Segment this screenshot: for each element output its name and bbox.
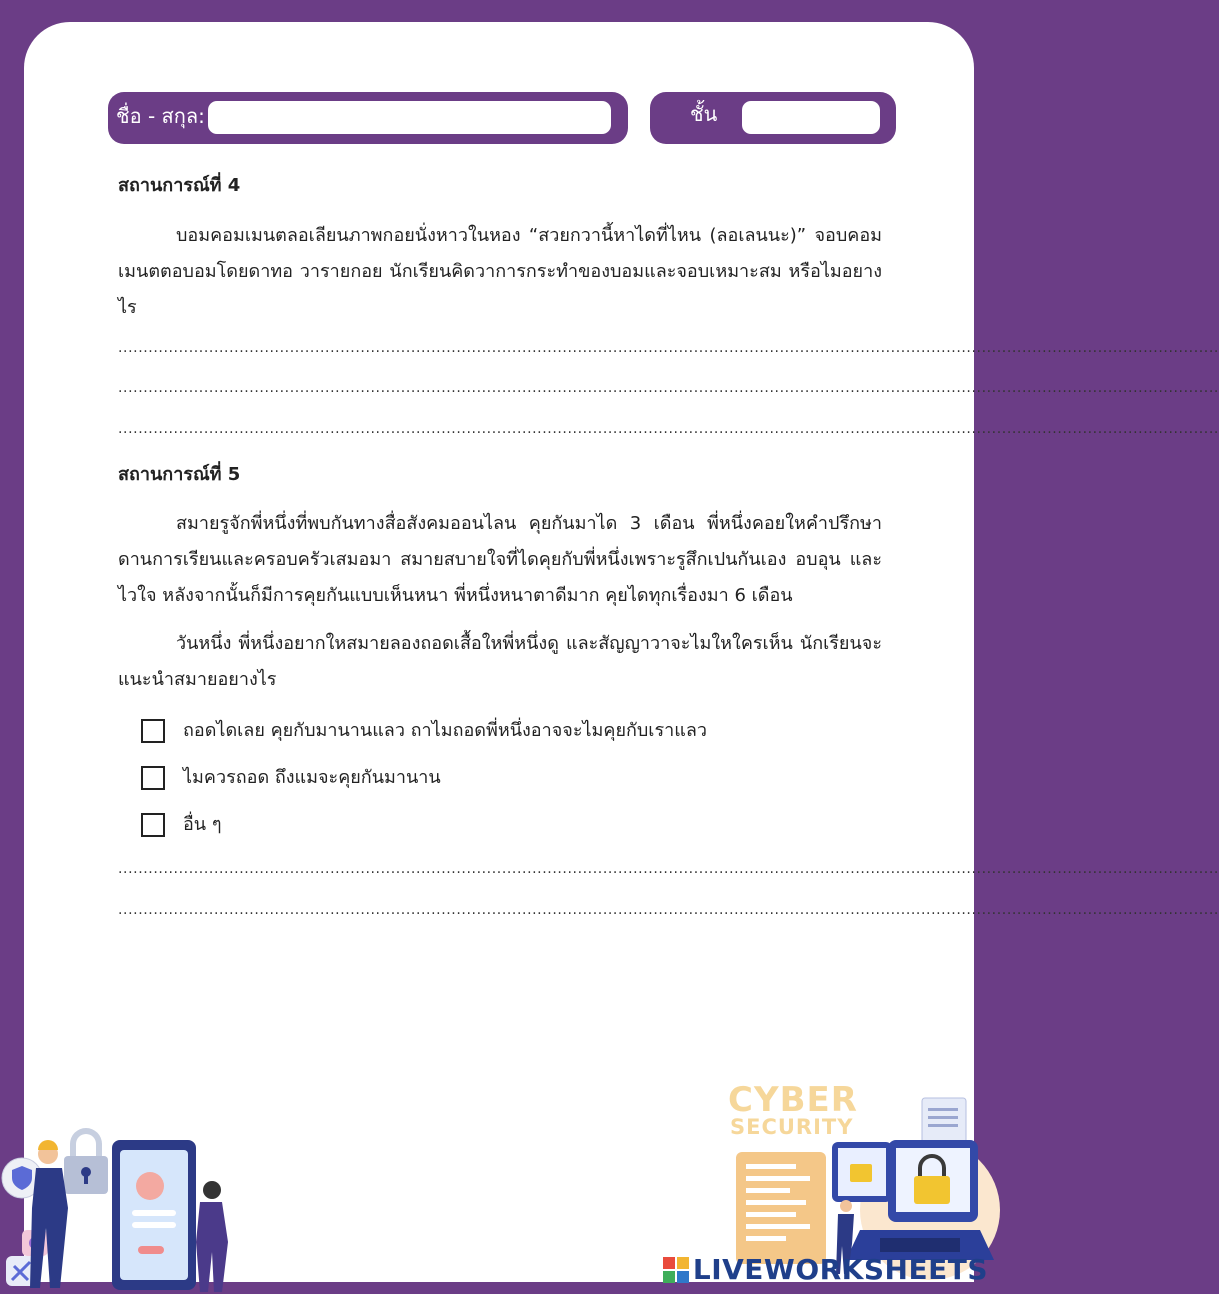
name-input[interactable]: [208, 101, 611, 134]
scenario-5-title: สถานการณ์ที่ 5: [118, 464, 241, 485]
option-2: [141, 764, 441, 792]
security-decor-text: SECURITY: [730, 1115, 854, 1139]
liveworksheets-logo: [663, 1253, 988, 1286]
answer-line[interactable]: ..........................................................................................................................................................................................................................: [118, 421, 1219, 437]
option-1-label: ถอดไดเลย คุยกับมานานแลว ถาไมถอดพี่หนึ่งอาจจะไมคุยกับเราแลว: [183, 720, 707, 741]
scenario-5-text-2: วันหนึ่ง พี่หนึ่งอยากใหสมายลองถอดเสื้อใหพี่หนึ่งดู และสัญญาวาจะไมใหใครเห็น นักเรียนจะแนะนำสมายอยางไร: [118, 633, 882, 690]
cyber-decor-text: CYBER: [728, 1080, 858, 1120]
option-1-checkbox[interactable]: [141, 719, 165, 743]
name-label: ชื่อ - สกุล:: [116, 104, 205, 128]
liveworksheets-logo-text: LIVEWORKSHEETS: [692, 1253, 988, 1286]
class-input[interactable]: [742, 101, 880, 134]
security-illustration-left: [0, 1120, 240, 1294]
option-2-label: ไมควรถอด ถึงแมจะคุยกันมานาน: [183, 767, 441, 788]
answer-line[interactable]: ..........................................................................................................................................................................................................................: [118, 340, 1219, 356]
scenario-4-text: บอมคอมเมนตลอเลียนภาพกอยนั่งหาวในหอง “สวยกวานี้หาไดที่ไหน (ลอเลนนะ)” จอบคอมเมนตตอบอมโดยดาทอ วารายกอย นักเรียนคิดวาการกระทำของบอมและจอบเหมาะสม หรือไมอยางไร: [118, 225, 882, 318]
answer-line[interactable]: ..........................................................................................................................................................................................................................: [118, 861, 1219, 877]
option-3-label: อื่น ๆ: [183, 814, 222, 835]
option-1: [141, 717, 707, 745]
scenario-4-title: สถานการณ์ที่ 4: [118, 175, 241, 196]
liveworksheets-logo-icon: [663, 1257, 689, 1283]
class-bar: [650, 92, 896, 144]
answer-line[interactable]: ..........................................................................................................................................................................................................................: [118, 380, 1219, 396]
option-2-checkbox[interactable]: [141, 766, 165, 790]
name-bar: [108, 92, 628, 144]
option-3-checkbox[interactable]: [141, 813, 165, 837]
class-label: ชั้น: [690, 102, 718, 126]
scenario-5-text-1: สมายรูจักพี่หนึ่งที่พบกันทางสื่อสังคมออนไลน คุยกันมาได 3 เดือน พี่หนึ่งคอยใหคำปรึกษาดานการเรียนและครอบครัวเสมอมา สมายสบายใจที่ไดคุยกับพี่หนึ่งเพราะรูสึกเปนกันเอง อบอุน และไวใจ หลังจากนั้นก็มีการคุยกันแบบเห็นหนา พี่หนึ่งหนาตาดีมาก คุยไดทุกเรื่องมา 6 เดือน: [118, 513, 882, 606]
option-3: [141, 811, 222, 839]
answer-line[interactable]: ..........................................................................................................................................................................................................................: [118, 902, 1219, 918]
